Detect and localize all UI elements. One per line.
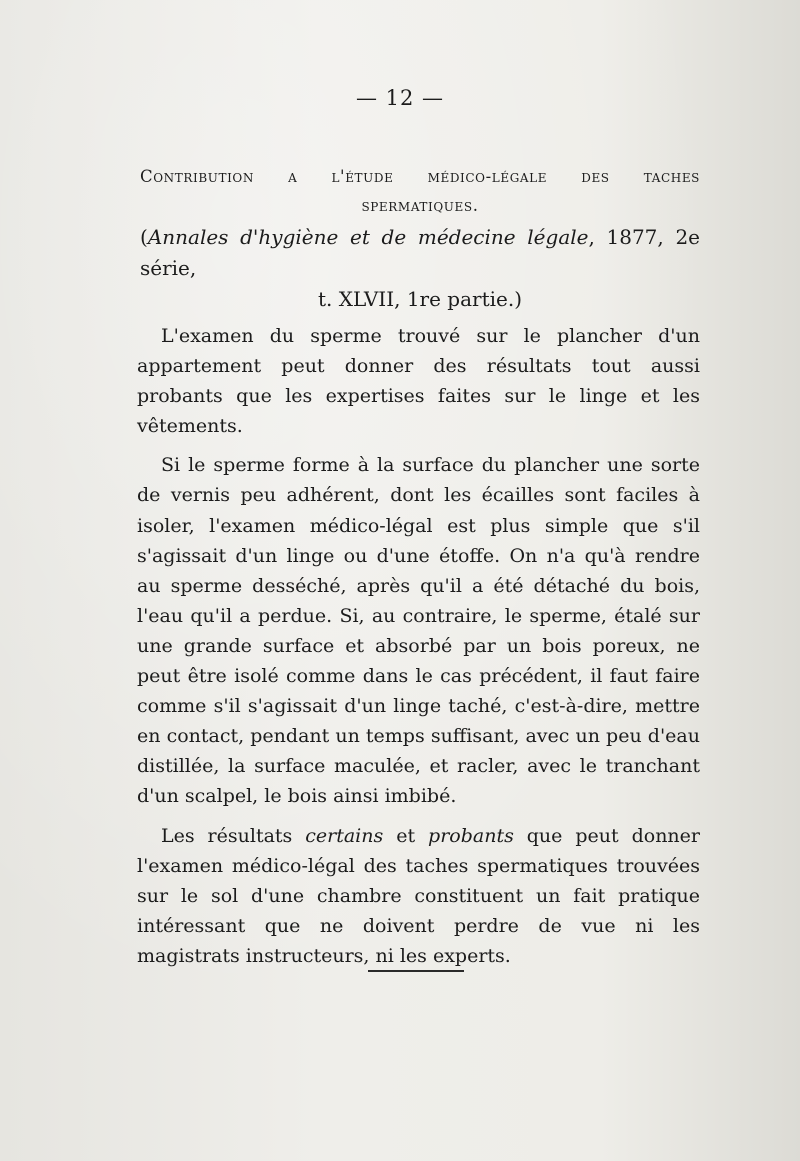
citation-open-paren: ( [140, 225, 148, 249]
section-divider [368, 970, 464, 972]
body-text [137, 321, 700, 980]
emphasis-probants: probants [428, 824, 514, 847]
paragraph-1: L'examen du sperme trouvé sur le plancher d'un appartement peut donner des résultats tout aussi probants que les expertises faites sur le linge et les vêtements. [137, 325, 700, 438]
heading-line-2: spermatiques. [361, 196, 479, 215]
citation-year-series: , 1877, 2e série, [140, 225, 700, 280]
paragraph-3-start: Les résultats [161, 824, 306, 847]
paragraph-3 [137, 821, 700, 971]
source-citation [140, 222, 700, 315]
emphasis-certains: certains [305, 824, 384, 847]
paragraph-2: Si le sperme forme à la surface du plancher une sorte de vernis peu adhérent, dont les écailles sont faciles à isoler, l'examen médico-légal est plus simple que s'il s'agissait d'un linge ou d'une étoffe. On n'a qu'à rendre au sperme desséché, après qu'il a été détaché du bois, l'eau qu'il a perdue. Si, au contraire, le sperme, étalé sur une grande surface et absorbé par un bois poreux, ne peut être isolé comme dans le cas précédent, il faut faire comme s'il s'agissait d'un linge taché, c'est-à-dire, mettre en contact, pendant un temps suffisant, avec un peu d'eau distillée, la surface maculée, et racler, avec le tranchant d'un scalpel, le bois ainsi imbibé. [137, 454, 700, 808]
page-number: — 12 — [355, 86, 445, 110]
paragraph-3-end: que peut donner l'examen médico-légal des taches spermatiques trouvées sur le sol d'une chambre constituent un fait pratique intéressant que ne doivent perdre de vue ni les magistrats instructeurs, ni les experts. [137, 824, 700, 967]
paragraph-3-and: et [383, 824, 429, 847]
journal-title: Annales d'hygiène et de médecine légale [147, 225, 589, 249]
citation-volume: t. XLVII, 1re partie.) [317, 287, 523, 311]
heading-line-1: Contribution a l'étude médico-légale des taches [140, 167, 700, 186]
citation-line-1 [140, 222, 700, 284]
article-heading [140, 162, 700, 220]
